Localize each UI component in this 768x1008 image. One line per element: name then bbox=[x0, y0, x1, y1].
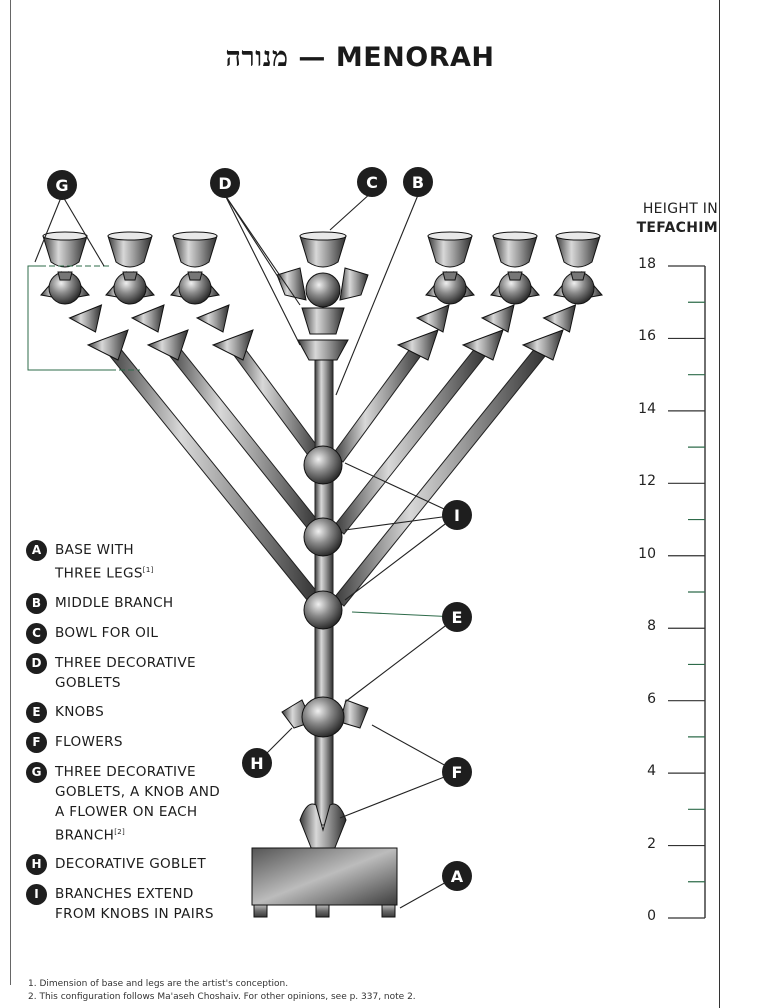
callout-d bbox=[210, 168, 240, 198]
legend-text-body: THREE DECORATIVE GOBLETS bbox=[55, 654, 196, 691]
callout-i bbox=[442, 500, 472, 530]
scale-tick-label: 6 bbox=[647, 690, 656, 707]
legend-item bbox=[26, 702, 266, 723]
branch-goblet bbox=[482, 305, 514, 332]
callout-i-letter: I bbox=[454, 506, 460, 525]
callout-a bbox=[442, 861, 472, 891]
legend-badge: B bbox=[26, 593, 47, 614]
legend-badge: H bbox=[26, 854, 47, 875]
scale-tick-label: 14 bbox=[638, 400, 656, 417]
title-dash: — bbox=[298, 42, 326, 73]
scale-tick-label: 16 bbox=[638, 328, 656, 345]
branch-goblet bbox=[544, 305, 576, 332]
legend-text-body: FLOWERS bbox=[55, 733, 123, 750]
callout-g bbox=[47, 170, 77, 200]
oil-bowl-rim bbox=[43, 232, 87, 240]
footnotes bbox=[28, 978, 416, 1004]
callout-b-letter: B bbox=[411, 173, 425, 192]
branch-goblet bbox=[132, 305, 164, 332]
legend-item bbox=[26, 884, 266, 924]
legend-text-body: BRANCHES EXTEND FROM KNOBS IN PAIRS bbox=[55, 886, 214, 923]
legend-badge: D bbox=[26, 653, 47, 674]
oil-bowl-rim bbox=[428, 232, 472, 240]
legend-badge: E bbox=[26, 702, 47, 723]
right-outer-branch bbox=[334, 342, 550, 606]
oil-bowl-rim bbox=[556, 232, 600, 240]
bowl-stem bbox=[123, 272, 137, 280]
branch-goblet bbox=[398, 330, 438, 360]
callout-a-letter: A bbox=[450, 867, 464, 886]
title-hebrew: מנורה bbox=[225, 42, 289, 73]
callout-f bbox=[442, 757, 472, 787]
legend-item bbox=[26, 854, 266, 875]
legend-text bbox=[55, 702, 104, 722]
bowl-stem bbox=[571, 272, 585, 280]
height-scale bbox=[668, 266, 705, 918]
scale-heading-line1: HEIGHT IN bbox=[642, 201, 718, 217]
legend-item bbox=[26, 762, 266, 846]
shaft-knob-middle bbox=[304, 518, 342, 556]
callout-c-letter: C bbox=[366, 173, 378, 192]
bowl-stem bbox=[58, 272, 72, 280]
scale-tick-label: 10 bbox=[638, 545, 656, 562]
callout-e bbox=[442, 602, 472, 632]
scale-heading-line2: TEFACHIM bbox=[636, 220, 718, 236]
legend-badge: C bbox=[26, 623, 47, 644]
scale-heading bbox=[608, 200, 718, 238]
shaft-knob-lower bbox=[304, 591, 342, 629]
callout-c bbox=[357, 167, 387, 197]
legend-text bbox=[55, 762, 220, 846]
legend-text bbox=[55, 884, 214, 924]
callout-e-letter: E bbox=[451, 608, 463, 627]
scale-tick-label: 2 bbox=[647, 835, 656, 852]
legend-text-body: DECORATIVE GOBLET bbox=[55, 856, 207, 873]
legend-text-body: BASE WITH THREE LEGS bbox=[55, 542, 143, 582]
oil-bowl bbox=[173, 236, 217, 267]
bowl-stem bbox=[443, 272, 457, 280]
legend bbox=[26, 540, 266, 933]
scale-tick-label: 12 bbox=[638, 473, 656, 490]
scale-tick-label: 8 bbox=[647, 618, 656, 635]
oil-bowl-rim bbox=[173, 232, 217, 240]
legend-item bbox=[26, 593, 266, 614]
footnote-2: 2. This configuration follows Ma'aseh Choshaiv. For other opinions, see p. 337, note 2. bbox=[28, 992, 416, 1002]
legend-note-ref: [2] bbox=[114, 827, 126, 836]
legend-item bbox=[26, 732, 266, 753]
scale-tick-label: 4 bbox=[647, 763, 656, 780]
branch-goblet bbox=[197, 305, 229, 332]
legend-note-ref: [1] bbox=[142, 566, 154, 574]
legend-text bbox=[55, 623, 158, 643]
callout-h-letter: H bbox=[250, 754, 264, 773]
legend-item bbox=[26, 623, 266, 644]
base-with-legs bbox=[252, 848, 397, 917]
callout-b bbox=[403, 167, 433, 197]
branch-goblet bbox=[70, 305, 102, 332]
legend-text bbox=[55, 653, 196, 693]
callout-f-letter: F bbox=[451, 763, 463, 782]
callout-g-letter: G bbox=[55, 176, 69, 195]
oil-bowl bbox=[108, 236, 152, 267]
legend-text-body: MIDDLE BRANCH bbox=[55, 594, 174, 611]
shaft-knob-upper bbox=[304, 446, 342, 484]
legend-badge: F bbox=[26, 732, 47, 753]
legend-item bbox=[26, 653, 266, 693]
middle-branch-top bbox=[277, 232, 368, 360]
legend-badge: A bbox=[26, 540, 47, 561]
legend-text bbox=[55, 593, 173, 613]
oil-bowl bbox=[493, 236, 537, 267]
oil-bowl bbox=[43, 236, 87, 267]
bowl-stem bbox=[188, 272, 202, 280]
title-english: MENORAH bbox=[335, 42, 495, 73]
legend-text bbox=[55, 732, 123, 752]
callout-d-letter: D bbox=[218, 174, 232, 193]
legend-badge: G bbox=[26, 762, 47, 783]
scale-tick-label: 0 bbox=[647, 908, 656, 924]
middle-branch-shaft bbox=[315, 350, 333, 825]
legend-text-body: KNOBS bbox=[55, 703, 104, 720]
branch-goblet bbox=[417, 305, 449, 332]
oil-bowl bbox=[428, 236, 472, 267]
legend-text bbox=[55, 540, 154, 584]
legend-text bbox=[55, 854, 206, 874]
bowl-stem bbox=[508, 272, 522, 280]
legend-badge: I bbox=[26, 884, 47, 905]
footnote-1: 1. Dimension of base and legs are the artist's conception. bbox=[28, 979, 289, 989]
oil-bowl-rim bbox=[108, 232, 152, 240]
oil-bowl bbox=[556, 236, 600, 267]
scale-tick-label: 18 bbox=[638, 256, 656, 272]
legend-item bbox=[26, 540, 266, 584]
oil-bowl-rim bbox=[493, 232, 537, 240]
legend-text-body: BOWL FOR OIL bbox=[55, 624, 159, 641]
legend-text-body: THREE DECORATIVE GOBLETS, A KNOB AND A FLOWER ON EACH BRANCH bbox=[55, 763, 220, 844]
